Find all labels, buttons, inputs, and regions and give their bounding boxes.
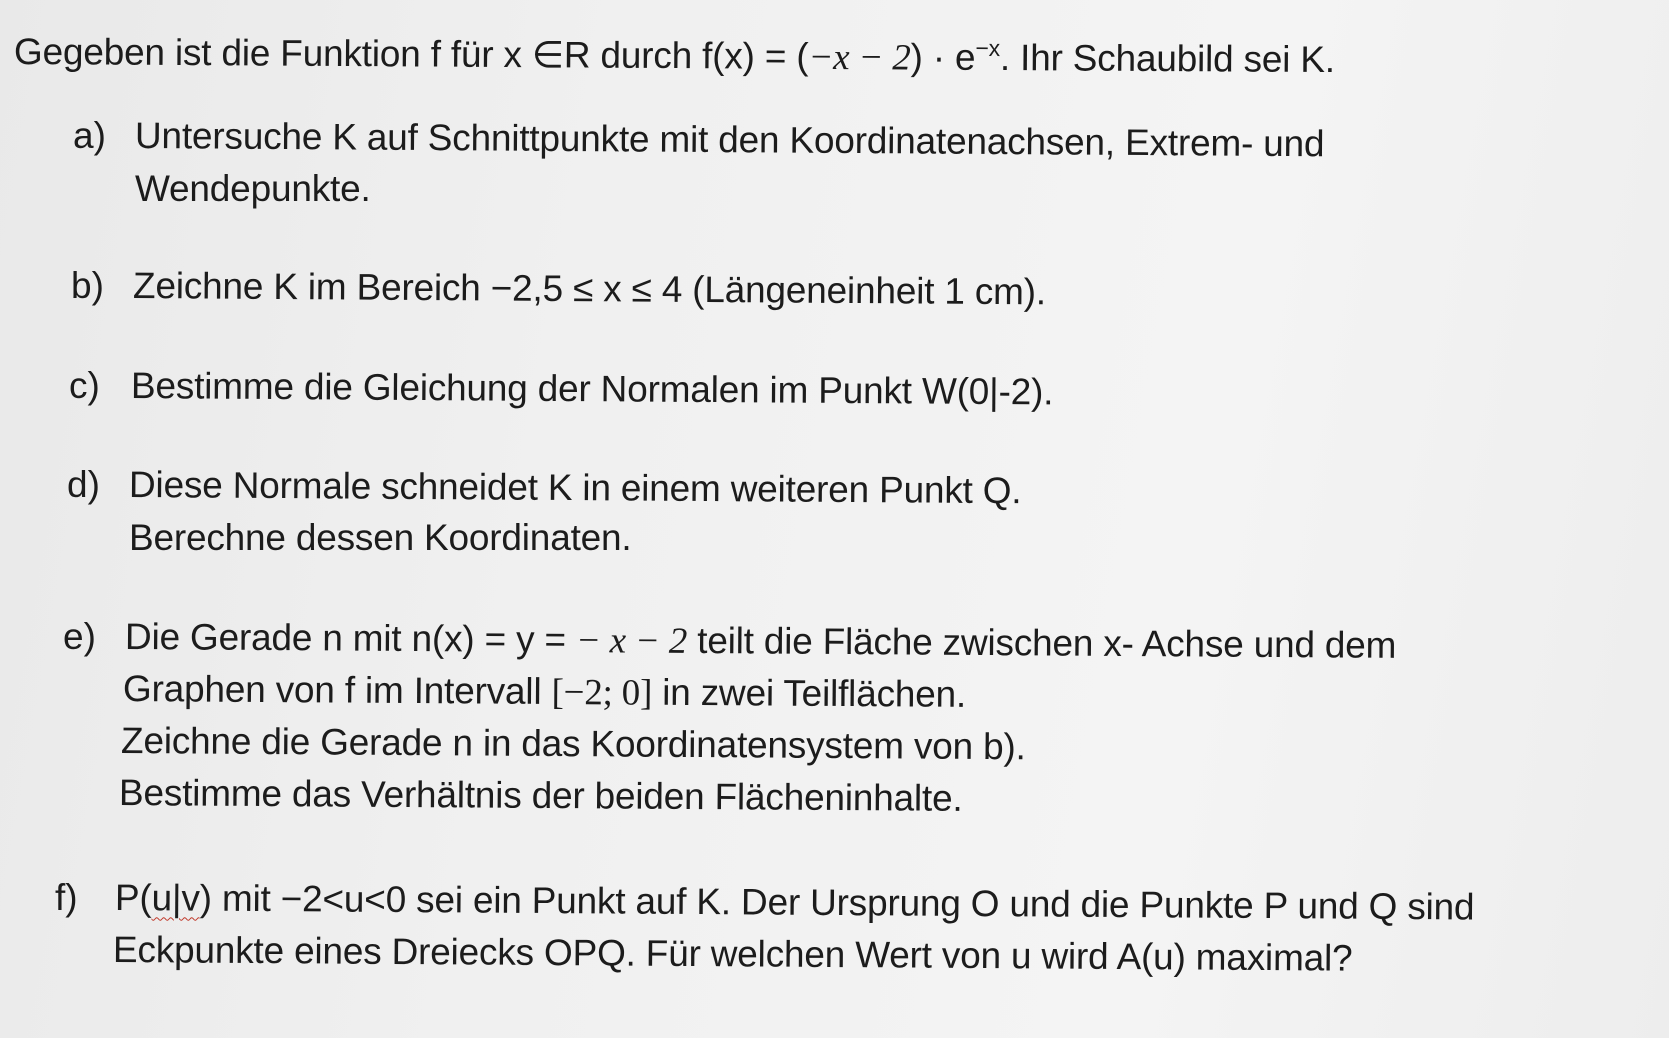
task-e-label: e) xyxy=(63,616,96,657)
task-e-line-2-post: in zwei Teilflächen. xyxy=(652,671,967,715)
task-f-line-1-post: ) mit −2<u<0 sei ein Punkt auf K. Der Ursprung O und die Punkte P und Q sind xyxy=(199,877,1475,928)
task-d-line-1: Diese Normale schneidet K in einem weiteren Punkt Q. xyxy=(128,464,1022,512)
task-d-label: d) xyxy=(67,464,100,505)
task-f-line-1-pre: P( xyxy=(114,877,152,919)
task-e-line-1 xyxy=(125,615,1397,669)
task-a-label: a) xyxy=(73,115,106,156)
intro-mid: ) · e xyxy=(910,36,976,78)
task-e-line-2-pre: Graphen von f im Intervall xyxy=(122,668,552,712)
intro-exponent: −x xyxy=(975,34,1001,62)
task-f-point-coords: u|v xyxy=(151,877,200,919)
task-f-line-1 xyxy=(115,876,1475,929)
task-e-line-1-pre: Die Gerade n mit n(x) = y = xyxy=(124,616,577,661)
task-c-label: c) xyxy=(69,365,100,406)
task-e-line-1-post: teilt die Fläche zwischen x- Achse und dem xyxy=(686,619,1397,666)
task-e-line-equation: − x − 2 xyxy=(575,620,688,662)
task-b-line-1: Zeichne K im Bereich −2,5 ≤ x ≤ 4 (Längeneinheit 1 cm). xyxy=(132,265,1047,313)
task-f-label: f) xyxy=(55,877,78,918)
task-e-interval: [−2; 0] xyxy=(551,671,653,714)
task-d-line-2: Berechne dessen Koordinaten. xyxy=(129,517,632,558)
task-a-line-1: Untersuche K auf Schnittpunkte mit den Koordinatenachsen, Extrem- und xyxy=(134,115,1325,165)
task-a-line-2: Wendepunkte. xyxy=(135,168,371,209)
intro-statement xyxy=(14,30,1335,83)
intro-lead: Gegeben ist die Funktion f für x ∈R durch f(x) = ( xyxy=(13,31,809,77)
task-f-line-2: Eckpunkte eines Dreiecks OPQ. Für welchen Wert von u wird A(u) maximal? xyxy=(112,929,1353,979)
task-b-label: b) xyxy=(71,265,104,306)
task-e-line-2 xyxy=(123,667,966,718)
task-e-line-4: Bestimme das Verhältnis der beiden Flächeninhalte. xyxy=(118,772,963,819)
task-c-line-1: Bestimme die Gleichung der Normalen im Punkt W(0|-2). xyxy=(130,365,1054,413)
intro-tail: . Ihr Schaubild sei K. xyxy=(999,37,1335,81)
task-e-line-3: Zeichne die Gerade n in das Koordinatensystem von b). xyxy=(120,720,1026,768)
intro-function-term: −x − 2 xyxy=(808,36,911,79)
